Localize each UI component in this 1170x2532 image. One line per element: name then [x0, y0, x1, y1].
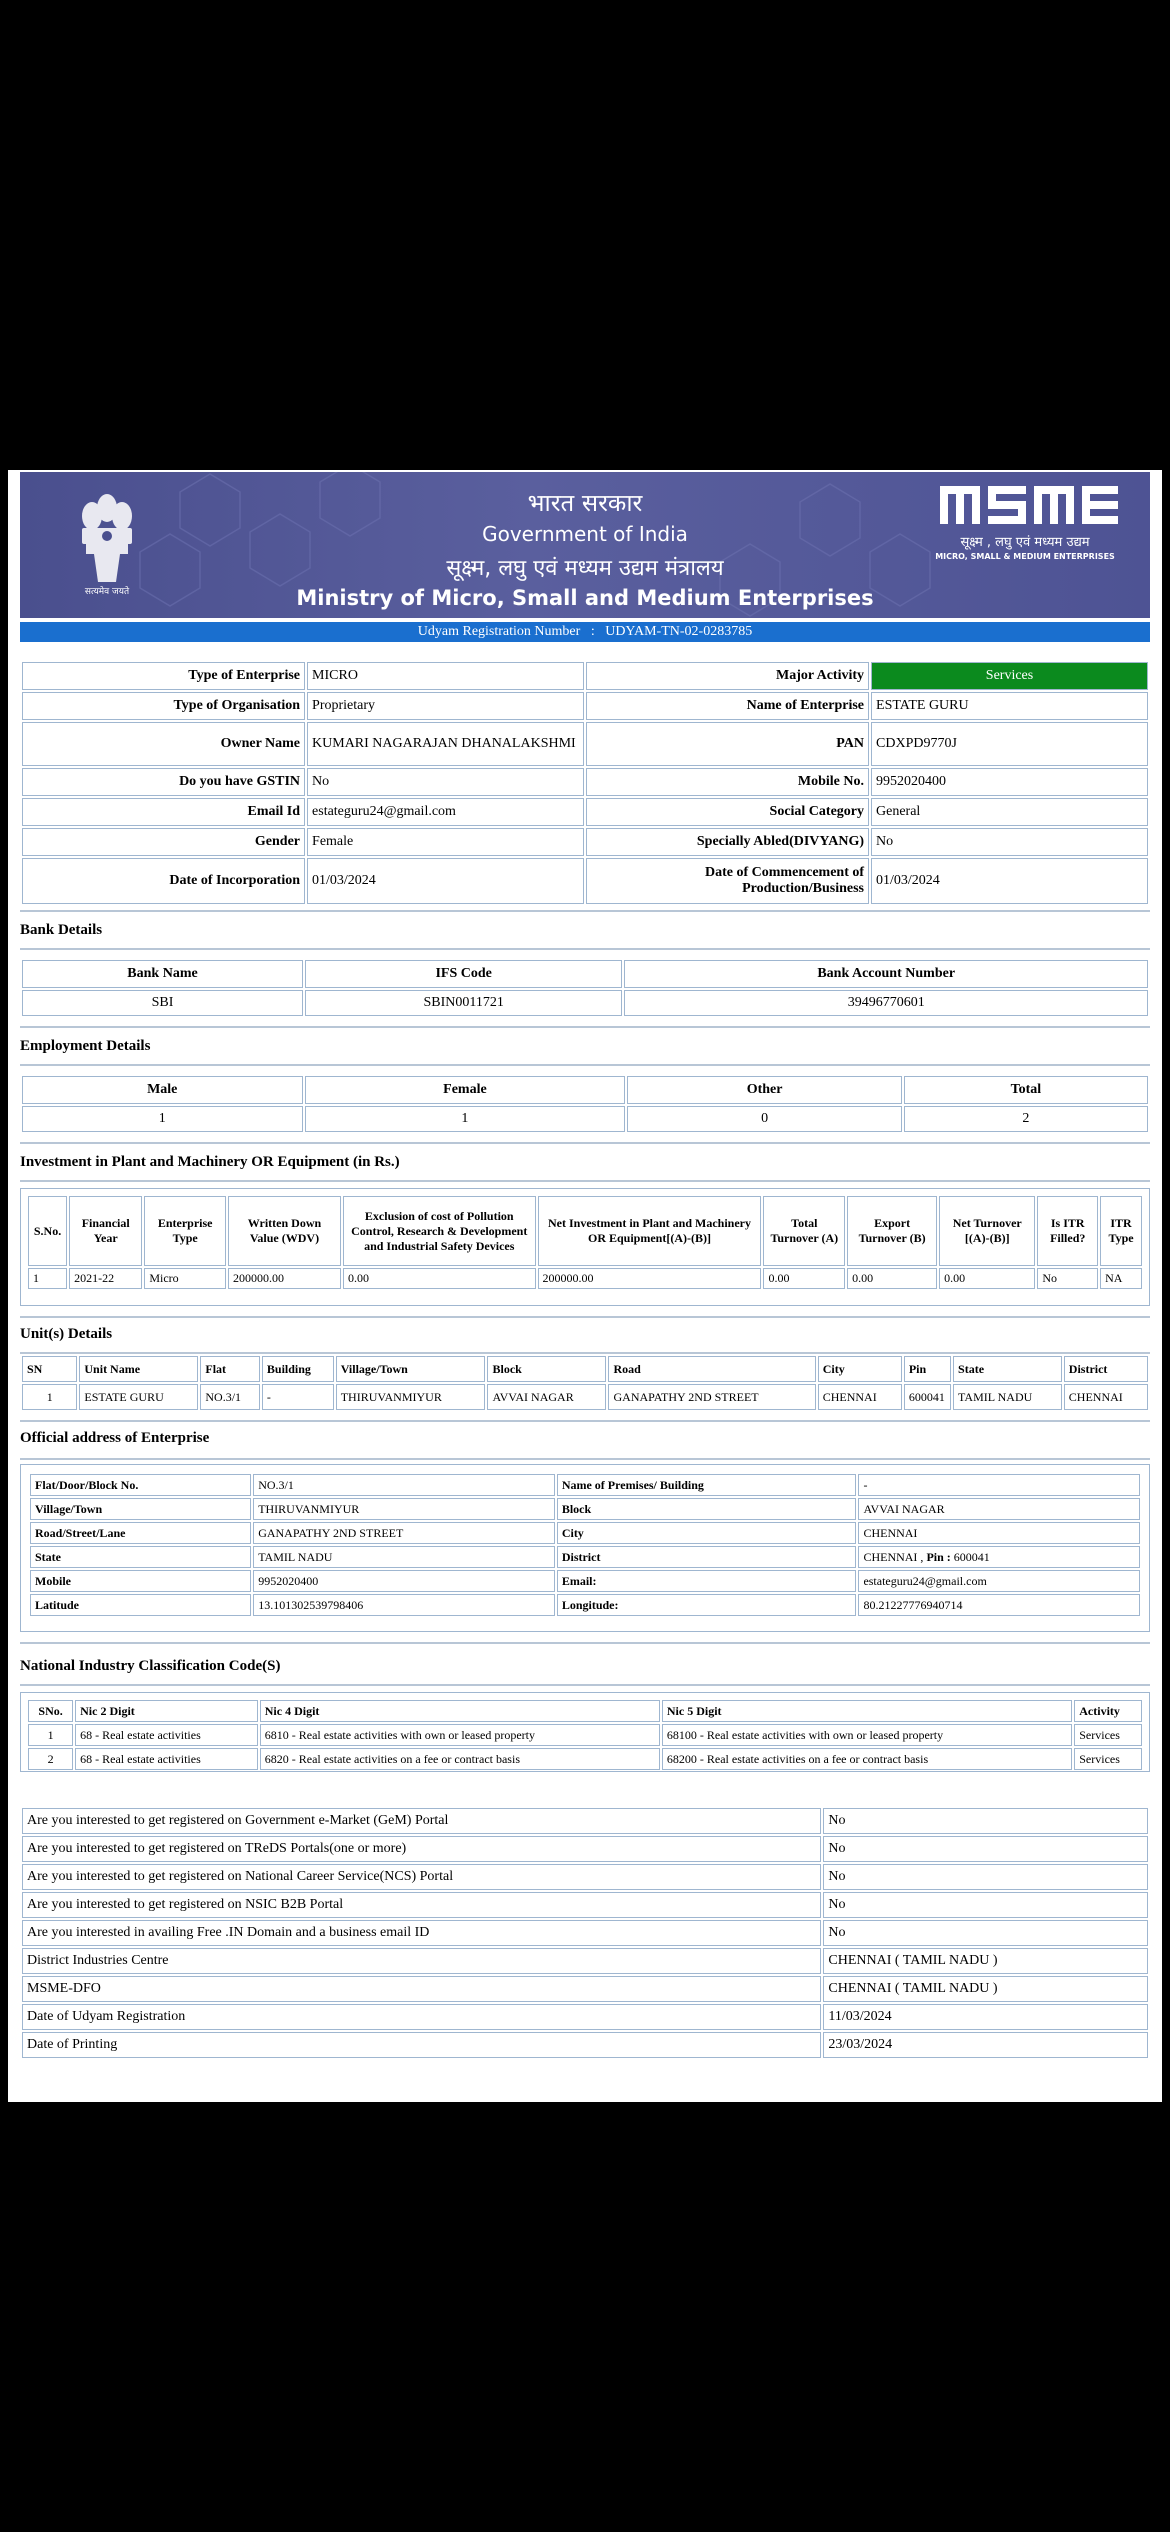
emp-cell: 0	[627, 1106, 901, 1132]
units-table	[20, 1354, 1150, 1412]
divyang-value: No	[871, 828, 1148, 856]
inv-cell: 2021-22	[69, 1268, 142, 1289]
reg-number: UDYAM-TN-02-0283785	[605, 624, 753, 639]
investment-table	[26, 1194, 1144, 1291]
question-answer: No	[823, 1920, 1148, 1946]
email-label: Email Id	[22, 798, 305, 826]
divider	[20, 948, 1150, 950]
investment-title: Investment in Plant and Machinery OR Equipment (in Rs.)	[20, 1154, 400, 1170]
question-text: Are you interested to get registered on National Career Service(NCS) Portal	[22, 1864, 821, 1890]
question-text: Are you interested to get registered on NSIC B2B Portal	[22, 1892, 821, 1918]
header-banner	[20, 472, 1150, 618]
unit-cell: GANAPATHY 2ND STREET	[608, 1384, 815, 1410]
nic-cell: 6810 - Real estate activities with own or leased property	[260, 1724, 660, 1746]
msme-logo-icon	[940, 484, 1120, 526]
type-label: Type of Enterprise	[22, 662, 305, 690]
activity-value: Services	[871, 662, 1148, 690]
nic-header: Activity	[1074, 1700, 1142, 1722]
block-label: Block	[557, 1498, 857, 1520]
incorp-value: 01/03/2024	[307, 858, 584, 904]
bank-cell: SBIN0011721	[305, 990, 622, 1016]
unit-header: SN	[22, 1356, 77, 1382]
email-value: estateguru24@gmail.com	[307, 798, 584, 826]
type-value: MICRO	[307, 662, 584, 690]
pin-label: Pin :	[926, 1549, 951, 1564]
inv-cell: 0.00	[763, 1268, 845, 1289]
addr-mobile-label: Mobile	[30, 1570, 251, 1592]
unit-header: District	[1064, 1356, 1148, 1382]
address-title: Official address of Enterprise	[20, 1430, 210, 1446]
question-text: Date of Printing	[22, 2032, 821, 2058]
incorp-label: Date of Incorporation	[22, 858, 305, 904]
state-label: State	[30, 1546, 251, 1568]
addr-email-value: estateguru24@gmail.com	[858, 1570, 1140, 1592]
question-answer: CHENNAI ( TAMIL NADU )	[823, 1948, 1148, 1974]
bank-header: Bank Account Number	[624, 960, 1148, 988]
unit-header: Pin	[904, 1356, 951, 1382]
nic-header: Nic 2 Digit	[75, 1700, 258, 1722]
units-title: Unit(s) Details	[20, 1326, 113, 1342]
nic-cell: 68100 - Real estate activities with own or leased property	[662, 1724, 1072, 1746]
inv-header: Financial Year	[69, 1196, 142, 1266]
addr-mobile-value: 9952020400	[253, 1570, 555, 1592]
mobile-value: 9952020400	[871, 768, 1148, 796]
gstin-label: Do you have GSTIN	[22, 768, 305, 796]
unit-cell: CHENNAI	[1064, 1384, 1148, 1410]
question-text: District Industries Centre	[22, 1948, 821, 1974]
question-answer: No	[823, 1808, 1148, 1834]
unit-header: Village/Town	[336, 1356, 486, 1382]
inv-cell: NA	[1100, 1268, 1142, 1289]
org-value: Proprietary	[307, 692, 584, 720]
owner-value: KUMARI NAGARAJAN DHANALAKSHMI	[307, 722, 584, 766]
divider	[20, 1316, 1150, 1318]
name-label: Name of Enterprise	[586, 692, 869, 720]
pan-value: CDXPD9770J	[871, 722, 1148, 766]
udyam-certificate	[8, 470, 1162, 2102]
social-value: General	[871, 798, 1148, 826]
pin-value: 600041	[950, 1549, 990, 1564]
unit-header: Flat	[200, 1356, 260, 1382]
question-text: MSME-DFO	[22, 1976, 821, 2002]
inv-cell: 0.00	[939, 1268, 1035, 1289]
nic-header: Nic 5 Digit	[662, 1700, 1072, 1722]
msme-english-text: MICRO, SMALL & MEDIUM ENTERPRISES	[935, 552, 1115, 561]
lon-label: Longitude:	[557, 1594, 857, 1616]
unit-header: Building	[262, 1356, 334, 1382]
bank-header: IFS Code	[305, 960, 622, 988]
social-label: Social Category	[586, 798, 869, 826]
block-value: AVVAI NAGAR	[858, 1498, 1140, 1520]
unit-header: Block	[487, 1356, 606, 1382]
unit-cell: 1	[22, 1384, 77, 1410]
question-answer: No	[823, 1892, 1148, 1918]
pan-label: PAN	[586, 722, 869, 766]
ministry-title: Ministry of Micro, Small and Medium Enterprises	[296, 586, 874, 610]
divider	[20, 1458, 1150, 1460]
divider	[20, 1180, 1150, 1182]
inv-cell: No	[1037, 1268, 1098, 1289]
city-label: City	[557, 1522, 857, 1544]
inv-cell: 0.00	[343, 1268, 536, 1289]
inv-header: Total Turnover (A)	[763, 1196, 845, 1266]
hindi-ministry-title: सूक्ष्म, लघु एवं मध्यम उद्यम मंत्रालय	[446, 556, 724, 581]
emp-cell: 1	[305, 1106, 626, 1132]
gstin-value: No	[307, 768, 584, 796]
mobile-label: Mobile No.	[586, 768, 869, 796]
unit-header: Unit Name	[79, 1356, 198, 1382]
activity-label: Major Activity	[586, 662, 869, 690]
bank-title: Bank Details	[20, 922, 103, 938]
question-text: Are you interested to get registered on TReDS Portals(one or more)	[22, 1836, 821, 1862]
divider	[20, 1064, 1150, 1066]
nic-cell: 68 - Real estate activities	[75, 1724, 258, 1746]
divider	[20, 1684, 1150, 1686]
emp-cell: 2	[904, 1106, 1148, 1132]
unit-cell: NO.3/1	[200, 1384, 260, 1410]
inv-header: Written Down Value (WDV)	[228, 1196, 341, 1266]
commence-label: Date of Commencement of Production/Business	[586, 858, 869, 904]
village-value: THIRUVANMIYUR	[253, 1498, 555, 1520]
divider	[20, 1642, 1150, 1644]
inv-cell: 1	[28, 1268, 67, 1289]
question-text: Are you interested to get registered on Government e-Market (GeM) Portal	[22, 1808, 821, 1834]
inv-header: Net Turnover [(A)-(B)]	[939, 1196, 1035, 1266]
divider	[20, 1142, 1150, 1144]
inv-cell: Micro	[144, 1268, 226, 1289]
inv-cell: 200000.00	[228, 1268, 341, 1289]
emp-cell: 1	[22, 1106, 303, 1132]
address-table	[28, 1472, 1142, 1618]
district-value	[858, 1546, 1140, 1568]
inv-header: ITR Type	[1100, 1196, 1142, 1266]
premises-value: -	[858, 1474, 1140, 1496]
bank-cell: SBI	[22, 990, 303, 1016]
inv-header: Is ITR Filled?	[1037, 1196, 1098, 1266]
gender-value: Female	[307, 828, 584, 856]
employment-table	[20, 1074, 1150, 1134]
nic-cell: 68 - Real estate activities	[75, 1748, 258, 1770]
emp-header: Other	[627, 1076, 901, 1104]
emp-header: Male	[22, 1076, 303, 1104]
question-answer: 11/03/2024	[823, 2004, 1148, 2030]
gender-label: Gender	[22, 828, 305, 856]
question-text: Date of Udyam Registration	[22, 2004, 821, 2030]
nic-table	[26, 1698, 1144, 1772]
registration-number-bar: Udyam Registration Number : UDYAM-TN-02-0283785	[20, 622, 1150, 642]
enterprise-info-table	[20, 660, 1150, 906]
district-label: District	[557, 1546, 857, 1568]
bank-header: Bank Name	[22, 960, 303, 988]
village-label: Village/Town	[30, 1498, 251, 1520]
question-answer: No	[823, 1864, 1148, 1890]
emp-header: Female	[305, 1076, 626, 1104]
inv-cell: 0.00	[847, 1268, 937, 1289]
divider	[20, 1026, 1150, 1028]
inv-header: Net Investment in Plant and Machinery OR Equipment[(A)-(B)]	[538, 1196, 762, 1266]
divider	[20, 1420, 1150, 1422]
nic-title: National Industry Classification Code(S)	[20, 1658, 281, 1674]
district-name: CHENNAI ,	[863, 1549, 927, 1564]
commence-value: 01/03/2024	[871, 858, 1148, 904]
inv-header: S.No.	[28, 1196, 67, 1266]
nic-cell: Services	[1074, 1748, 1142, 1770]
question-answer: CHENNAI ( TAMIL NADU )	[823, 1976, 1148, 2002]
emp-header: Total	[904, 1076, 1148, 1104]
lon-value: 80.21227776940714	[858, 1594, 1140, 1616]
unit-header: City	[818, 1356, 902, 1382]
inv-cell: 200000.00	[538, 1268, 762, 1289]
inv-header: Enterprise Type	[144, 1196, 226, 1266]
reg-label: Udyam Registration Number	[417, 624, 581, 639]
bank-table	[20, 958, 1150, 1018]
premises-label: Name of Premises/ Building	[557, 1474, 857, 1496]
addr-email-label: Email:	[557, 1570, 857, 1592]
flat-label: Flat/Door/Block No.	[30, 1474, 251, 1496]
question-text: Are you interested in availing Free .IN Domain and a business email ID	[22, 1920, 821, 1946]
unit-header: State	[953, 1356, 1062, 1382]
divyang-label: Specially Abled(DIVYANG)	[586, 828, 869, 856]
city-value: CHENNAI	[858, 1522, 1140, 1544]
question-answer: No	[823, 1836, 1148, 1862]
employment-title: Employment Details	[20, 1038, 151, 1054]
name-value: ESTATE GURU	[871, 692, 1148, 720]
gov-title: Government of India	[482, 522, 688, 546]
road-label: Road/Street/Lane	[30, 1522, 251, 1544]
lat-label: Latitude	[30, 1594, 251, 1616]
questions-table	[20, 1806, 1150, 2060]
unit-cell: THIRUVANMIYUR	[336, 1384, 486, 1410]
nic-header: Nic 4 Digit	[260, 1700, 660, 1722]
unit-cell: 600041	[904, 1384, 951, 1410]
state-value: TAMIL NADU	[253, 1546, 555, 1568]
nic-cell: 6820 - Real estate activities on a fee or contract basis	[260, 1748, 660, 1770]
unit-header: Road	[608, 1356, 815, 1382]
inv-header: Exclusion of cost of Pollution Control, Research & Development and Industrial Safety Devices	[343, 1196, 536, 1266]
flat-value: NO.3/1	[253, 1474, 555, 1496]
divider	[20, 910, 1150, 912]
road-value: GANAPATHY 2ND STREET	[253, 1522, 555, 1544]
lat-value: 13.101302539798406	[253, 1594, 555, 1616]
org-label: Type of Organisation	[22, 692, 305, 720]
unit-cell: ESTATE GURU	[79, 1384, 198, 1410]
emblem-caption: सत्यमेव जयते	[84, 587, 130, 597]
question-answer: 23/03/2024	[823, 2032, 1148, 2058]
unit-cell: CHENNAI	[818, 1384, 902, 1410]
inv-header: Export Turnover (B)	[847, 1196, 937, 1266]
unit-cell: -	[262, 1384, 334, 1410]
nic-cell: 68200 - Real estate activities on a fee or contract basis	[662, 1748, 1072, 1770]
owner-label: Owner Name	[22, 722, 305, 766]
msme-hindi-text: सूक्ष्म , लघु एवं मध्यम उद्यम	[960, 535, 1090, 550]
unit-cell: AVVAI NAGAR	[487, 1384, 606, 1410]
nic-cell: 2	[28, 1748, 73, 1770]
nic-cell: Services	[1074, 1724, 1142, 1746]
unit-cell: TAMIL NADU	[953, 1384, 1062, 1410]
nic-header: SNo.	[28, 1700, 73, 1722]
nic-cell: 1	[28, 1724, 73, 1746]
hindi-gov-title: भारत सरकार	[527, 489, 643, 517]
bank-cell: 39496770601	[624, 990, 1148, 1016]
